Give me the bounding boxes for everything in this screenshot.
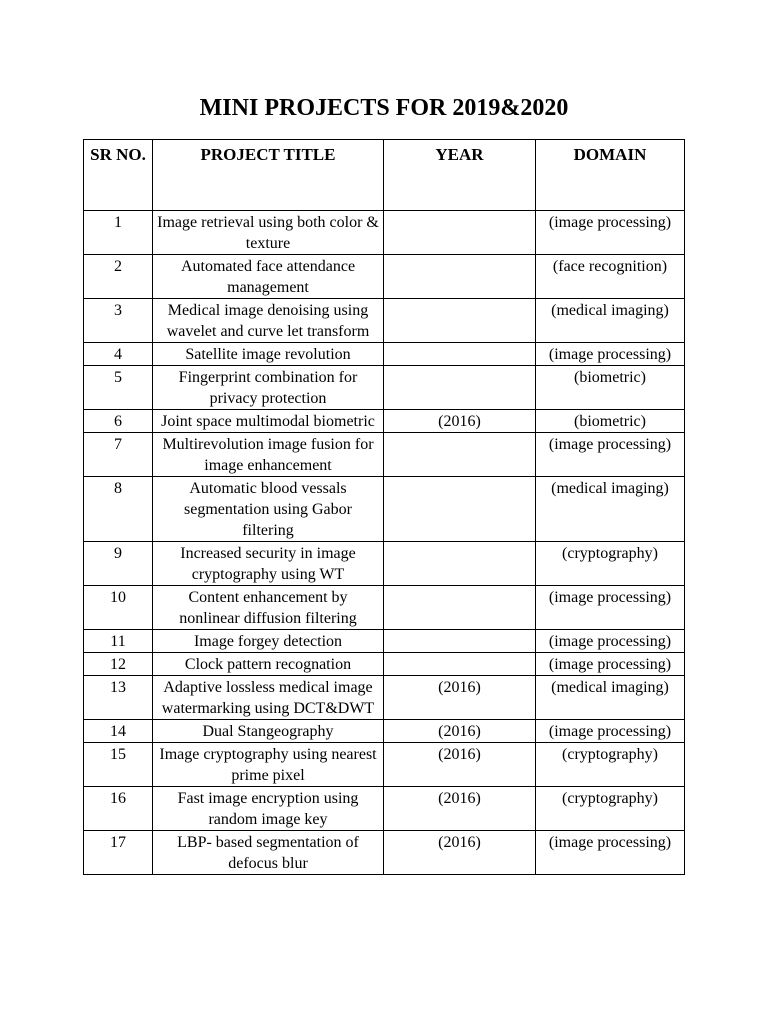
cell-domain: (image processing) xyxy=(536,630,685,653)
cell-domain: (cryptography) xyxy=(536,787,685,831)
cell-domain: (image processing) xyxy=(536,433,685,477)
cell-sr-no: 7 xyxy=(84,433,153,477)
cell-sr-no: 5 xyxy=(84,366,153,410)
cell-sr-no: 17 xyxy=(84,831,153,875)
cell-sr-no: 2 xyxy=(84,255,153,299)
cell-year xyxy=(384,366,536,410)
cell-sr-no: 6 xyxy=(84,410,153,433)
table-row xyxy=(84,676,685,720)
cell-project-title: Dual Stangeography xyxy=(153,720,384,743)
table-row xyxy=(84,211,685,255)
table-header-row xyxy=(84,140,685,211)
table-row xyxy=(84,720,685,743)
cell-year xyxy=(384,477,536,542)
cell-domain: (image processing) xyxy=(536,211,685,255)
table-row xyxy=(84,743,685,787)
cell-sr-no: 3 xyxy=(84,299,153,343)
cell-domain: (medical imaging) xyxy=(536,477,685,542)
cell-project-title: Clock pattern recognation xyxy=(153,653,384,676)
cell-domain: (biometric) xyxy=(536,366,685,410)
cell-domain: (medical imaging) xyxy=(536,299,685,343)
page-title: MINI PROJECTS FOR 2019&2020 xyxy=(199,95,569,121)
cell-sr-no: 16 xyxy=(84,787,153,831)
cell-project-title: Adaptive lossless medical image watermarking using DCT&DWT xyxy=(153,676,384,720)
table-row xyxy=(84,410,685,433)
table-row xyxy=(84,299,685,343)
cell-sr-no: 13 xyxy=(84,676,153,720)
cell-project-title: Image retrieval using both color & texture xyxy=(153,211,384,255)
cell-domain: (cryptography) xyxy=(536,542,685,586)
cell-year: (2016) xyxy=(384,720,536,743)
projects-table xyxy=(83,139,685,875)
table-row xyxy=(84,255,685,299)
table-row xyxy=(84,477,685,542)
table-row xyxy=(84,787,685,831)
cell-project-title: Image cryptography using nearest prime pixel xyxy=(153,743,384,787)
cell-domain: (image processing) xyxy=(536,586,685,630)
cell-project-title: Increased security in image cryptography using WT xyxy=(153,542,384,586)
table-row xyxy=(84,433,685,477)
cell-sr-no: 8 xyxy=(84,477,153,542)
cell-domain: (cryptography) xyxy=(536,743,685,787)
table-row xyxy=(84,343,685,366)
cell-year xyxy=(384,343,536,366)
cell-domain: (face recognition) xyxy=(536,255,685,299)
cell-domain: (biometric) xyxy=(536,410,685,433)
header-year: YEAR xyxy=(384,140,536,211)
header-domain: DOMAIN xyxy=(536,140,685,211)
cell-year xyxy=(384,630,536,653)
table-row xyxy=(84,542,685,586)
cell-sr-no: 11 xyxy=(84,630,153,653)
table-row xyxy=(84,630,685,653)
table-row xyxy=(84,366,685,410)
table-row xyxy=(84,653,685,676)
cell-project-title: Joint space multimodal biometric xyxy=(153,410,384,433)
cell-sr-no: 10 xyxy=(84,586,153,630)
cell-project-title: Fast image encryption using random image key xyxy=(153,787,384,831)
cell-sr-no: 9 xyxy=(84,542,153,586)
cell-year xyxy=(384,255,536,299)
cell-domain: (medical imaging) xyxy=(536,676,685,720)
cell-year: (2016) xyxy=(384,410,536,433)
cell-sr-no: 4 xyxy=(84,343,153,366)
cell-project-title: Multirevolution image fusion for image enhancement xyxy=(153,433,384,477)
cell-project-title: Satellite image revolution xyxy=(153,343,384,366)
cell-domain: (image processing) xyxy=(536,343,685,366)
header-project-title: PROJECT TITLE xyxy=(153,140,384,211)
cell-year xyxy=(384,653,536,676)
cell-sr-no: 12 xyxy=(84,653,153,676)
cell-project-title: Fingerprint combination for privacy protection xyxy=(153,366,384,410)
cell-domain: (image processing) xyxy=(536,831,685,875)
cell-year: (2016) xyxy=(384,743,536,787)
cell-project-title: Automated face attendance management xyxy=(153,255,384,299)
header-sr-no: SR NO. xyxy=(84,140,153,211)
cell-year xyxy=(384,542,536,586)
table-row xyxy=(84,831,685,875)
cell-year xyxy=(384,299,536,343)
cell-year: (2016) xyxy=(384,676,536,720)
cell-year xyxy=(384,586,536,630)
cell-year: (2016) xyxy=(384,787,536,831)
cell-project-title: Image forgey detection xyxy=(153,630,384,653)
cell-project-title: LBP- based segmentation of defocus blur xyxy=(153,831,384,875)
cell-sr-no: 14 xyxy=(84,720,153,743)
cell-year xyxy=(384,433,536,477)
cell-sr-no: 1 xyxy=(84,211,153,255)
cell-project-title: Automatic blood vessals segmentation using Gabor filtering xyxy=(153,477,384,542)
table-row xyxy=(84,586,685,630)
cell-project-title: Content enhancement by nonlinear diffusion filtering xyxy=(153,586,384,630)
cell-year xyxy=(384,211,536,255)
cell-year: (2016) xyxy=(384,831,536,875)
cell-sr-no: 15 xyxy=(84,743,153,787)
cell-domain: (image processing) xyxy=(536,653,685,676)
cell-project-title: Medical image denoising using wavelet and curve let transform xyxy=(153,299,384,343)
cell-domain: (image processing) xyxy=(536,720,685,743)
